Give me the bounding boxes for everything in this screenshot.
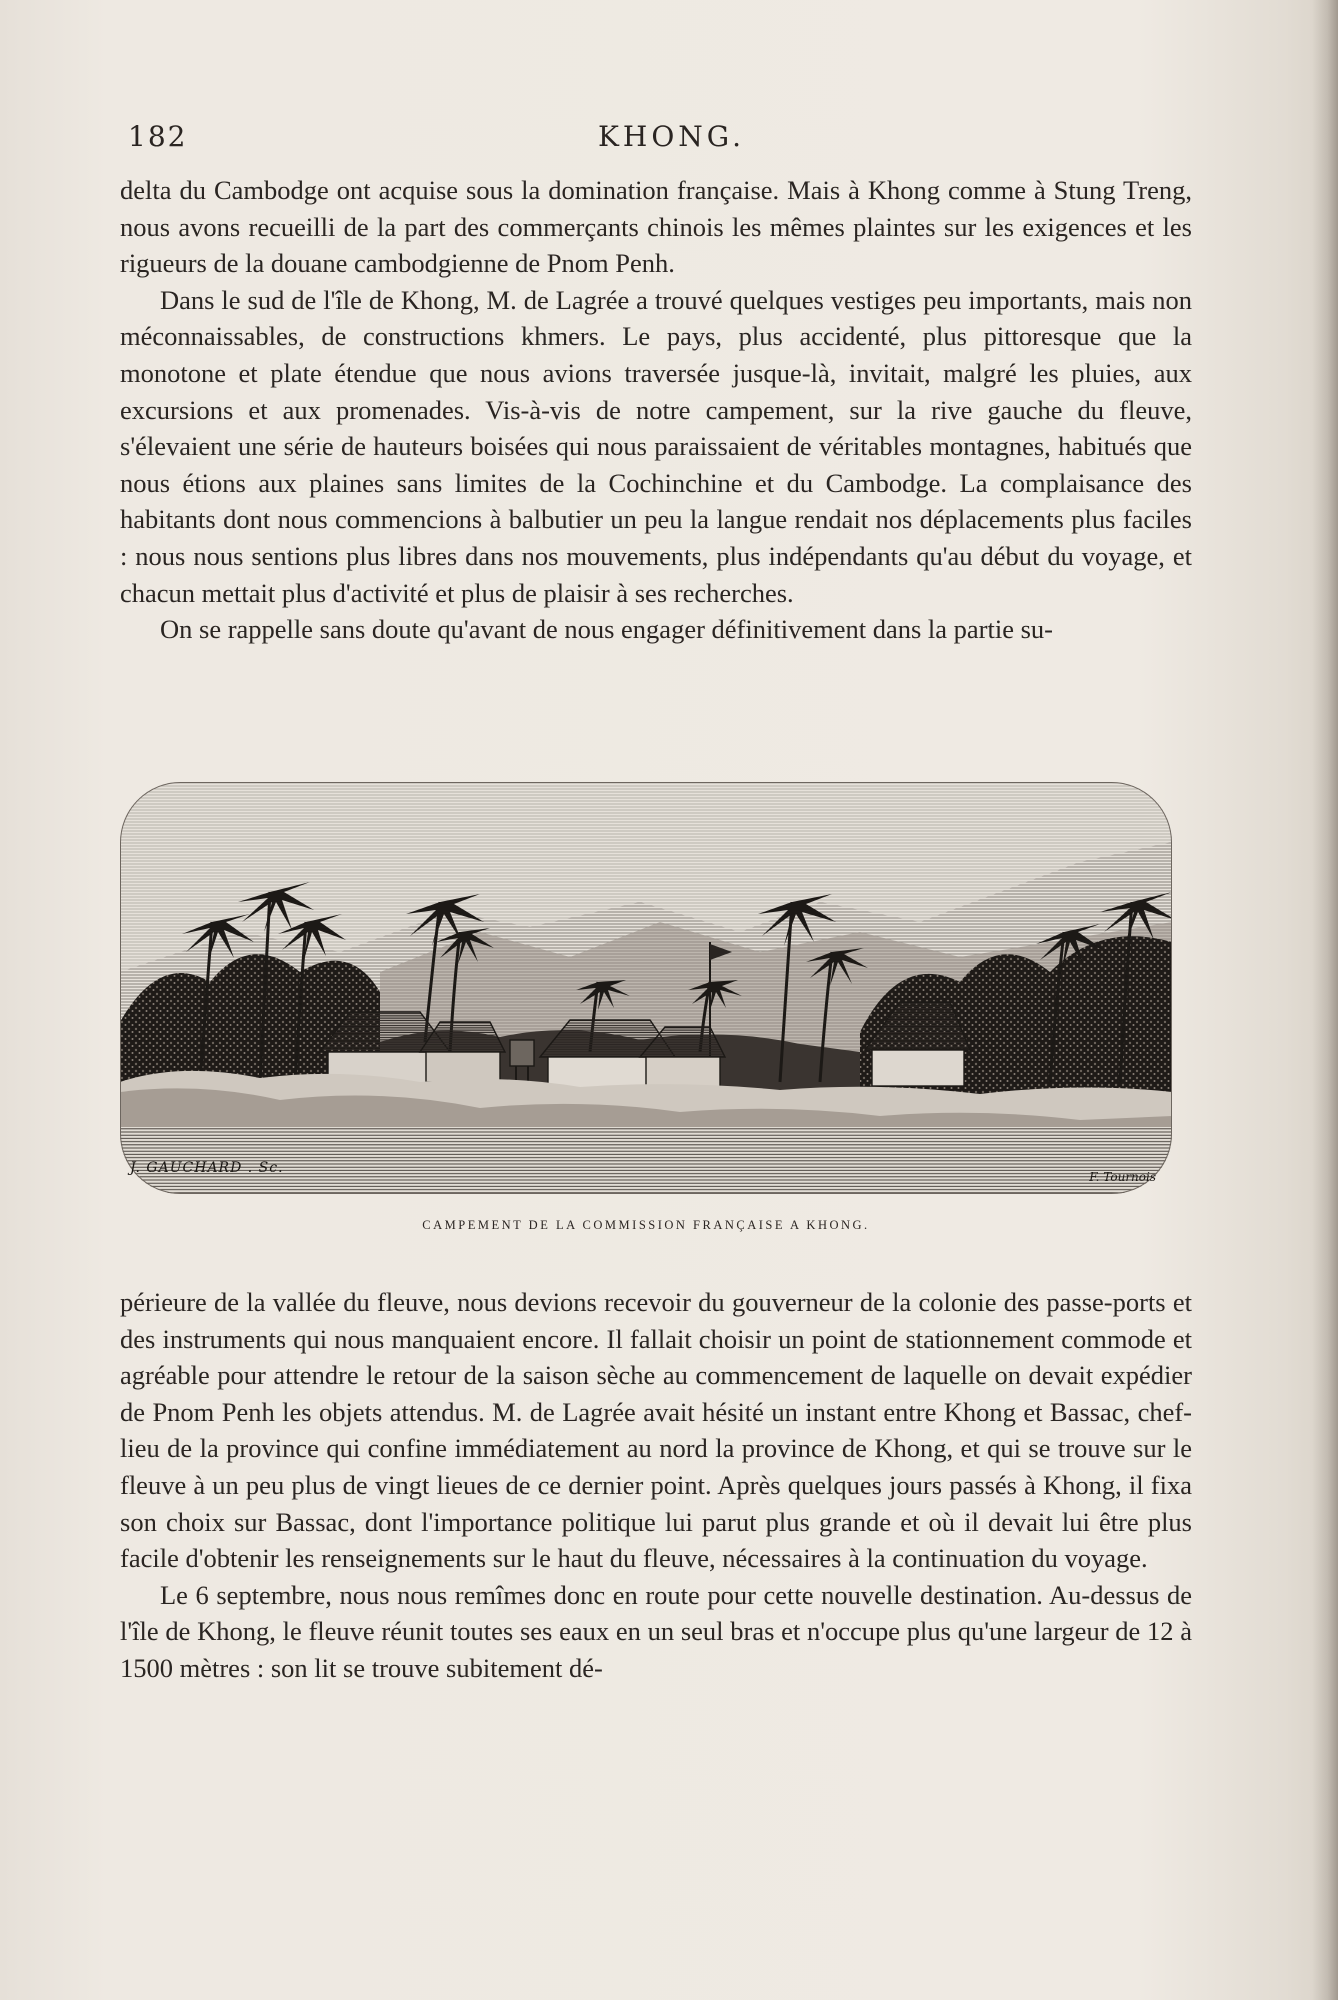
illustration-caption: CAMPEMENT DE LA COMMISSION FRANÇAISE A KHONG. (422, 1218, 870, 1232)
engraving-illustration (120, 782, 1172, 1194)
text-block-top (120, 172, 1192, 648)
paragraph: périeure de la vallée du fleuve, nous devions recevoir du gouverneur de la colonie des passe-ports et des instruments qui nous manquaient encore. Il fallait choisir un point de stationnement commode et agréable pour attendre le retour de la saison sèche au commencement de laquelle on devait expédier de Pnom Penh les objets attendus. M. de Lagrée avait hésité un instant entre Khong et Bassac, chef-lieu de la province qui confine immédiatement au nord la province de Khong, et qui se trouve sur le fleuve à un peu plus de vingt lieues de ce dernier point. Après quelques jours passés à Khong, il fixa son choix sur Bassac, dont l'importance politique lui parut plus grande et où il devait lui être plus facile d'obtenir les renseignements sur le haut du fleuve, nécessaires à la continuation du voyage. (120, 1287, 1192, 1574)
paragraph: Le 6 septembre, nous nous remîmes donc en route pour cette nouvelle destination. Au-dessus de l'île de Khong, le fleuve réunit toutes ses eaux en un seul bras et n'occupe plus qu'une largeur de 12 à 1500 mètres : son lit se trouve subitement dé- (120, 1579, 1192, 1683)
page-edge-shadow (1312, 0, 1338, 2000)
text-block-bottom (120, 1284, 1192, 1687)
paragraph: Dans le sud de l'île de Khong, M. de Lagrée a trouvé quelques vestiges peu importants, mais non méconnaissables, de constructions khmers. Le pays, plus accidenté, plus pittoresque que la monotone et plate étendue que nous avions traversée jusque-là, invitait, malgré les pluies, aux excursions et aux promenades. Vis-à-vis de notre campement, sur la rive gauche du fleuve, s'élevaient une série de hauteurs boisées qui nous paraissaient de véritables montagnes, habitués que nous étions aux plaines sans limites de la Cochinchine et du Cambodge. La complaisance des habitants dont nous commencions à balbutier un peu la langue rendait nos déplacements plus faciles : nous nous sentions plus libres dans nos mouvements, plus indépendants qu'au début du voyage, et chacun mettait plus d'activité et plus de plaisir à ses recherches. (120, 284, 1192, 608)
running-title: KHONG. (598, 120, 746, 153)
engraving-image (120, 782, 1172, 1194)
page-number: 182 (128, 120, 188, 153)
paragraph: delta du Cambodge ont acquise sous la domination française. Mais à Khong comme à Stung Treng, nous avons recueilli de la part des commerçants chinois les mêmes plaintes sur les exigences et les rigueurs de la douane cambodgienne de Pnom Penh. (120, 175, 1192, 279)
engraver-signature: J. GAUCHARD . Sc. (130, 1160, 284, 1176)
page-header (128, 120, 1186, 160)
artist-signature: F. Tournois (1089, 1170, 1156, 1184)
paragraph: On se rappelle sans doute qu'avant de nous engager définitivement dans la partie su- (160, 614, 1053, 645)
